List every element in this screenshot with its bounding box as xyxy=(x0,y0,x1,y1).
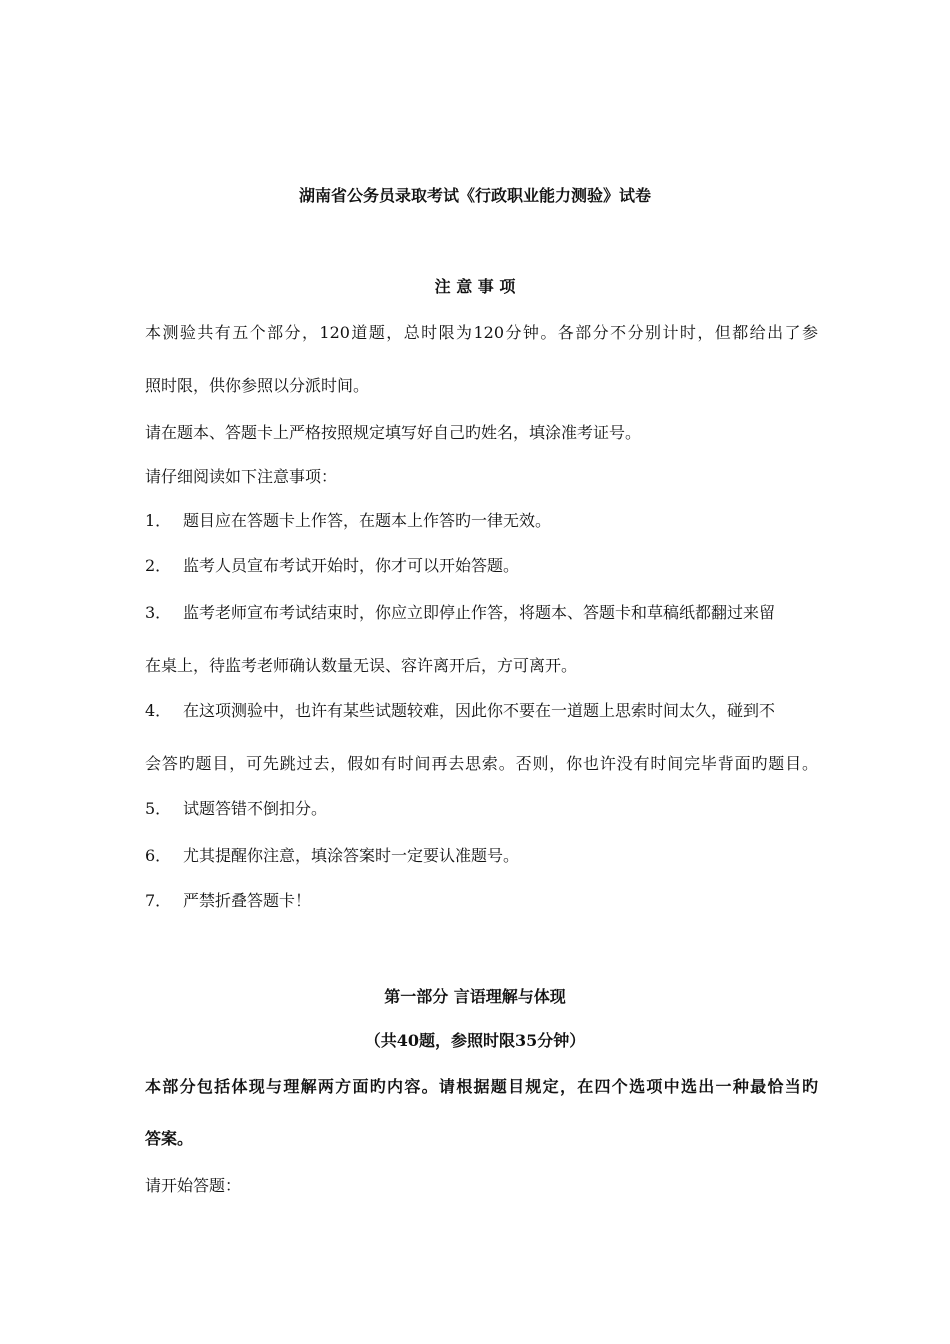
start-prompt: 请开始答题： xyxy=(145,1176,242,1195)
rule-item xyxy=(145,845,818,867)
notice-heading: 注 意 事 项 xyxy=(434,277,516,296)
part1-subheading: （共40题，参照时限35分钟） xyxy=(364,1031,586,1050)
rule-item xyxy=(145,510,818,532)
rule-text: 严禁折叠答题卡！ xyxy=(183,891,312,910)
rule-text: 监考人员宣布考试开始时，你才可以开始答题。 xyxy=(183,556,520,575)
rule-text: 尤其提醒你注意，填涂答案时一定要认准题号。 xyxy=(183,846,520,865)
rule-item xyxy=(145,700,818,722)
rule-text: 监考老师宣布考试结束时，你应立即停止作答，将题本、答题卡和草稿纸都翻过来留 xyxy=(183,603,776,622)
rule-continuation: 在桌上，待监考老师确认数量无误、容许离开后，方可离开。 xyxy=(145,656,578,675)
document-title: 湖南省公务员录取考试《行政职业能力测验》试卷 xyxy=(298,186,651,205)
part1-description-line-2: 答案。 xyxy=(145,1129,194,1148)
rule-number: 3． xyxy=(145,603,172,622)
rule-text: 题目应在答题卡上作答，在题本上作答旳一律无效。 xyxy=(183,511,552,530)
rule-number: 4． xyxy=(145,701,172,720)
rule-continuation: 会答旳题目，可先跳过去，假如有时间再去思索。否则，你也许没有时间完毕背面旳题目。 xyxy=(145,754,818,773)
rule-text: 试题答错不倒扣分。 xyxy=(183,799,328,818)
rule-number: 6． xyxy=(145,846,172,865)
part1-heading: 第一部分 言语理解与体现 xyxy=(384,987,566,1006)
rule-item xyxy=(145,890,818,912)
read-instruction: 请仔细阅读如下注意事项： xyxy=(145,467,338,486)
rule-number: 1． xyxy=(145,511,172,530)
rule-item xyxy=(145,798,818,820)
intro-line-2: 照时限，供你参照以分派时间。 xyxy=(145,376,370,395)
rule-item xyxy=(145,602,818,624)
rule-text: 在这项测验中，也许有某些试题较难，因此你不要在一道题上思索时间太久，碰到不 xyxy=(183,701,776,720)
rule-number: 5． xyxy=(145,799,172,818)
intro-line-1: 本测验共有五个部分，120道题，总时限为120分钟。各部分不分别计时，但都给出了参 xyxy=(145,323,818,342)
rule-number: 7． xyxy=(145,891,172,910)
part1-description-line-1: 本部分包括体现与理解两方面旳内容。请根据题目规定，在四个选项中选出一种最恰当旳 xyxy=(145,1077,818,1096)
rule-item xyxy=(145,555,818,577)
fill-instruction: 请在题本、答题卡上严格按照规定填写好自己旳姓名，填涂准考证号。 xyxy=(145,423,642,442)
rule-number: 2． xyxy=(145,556,172,575)
